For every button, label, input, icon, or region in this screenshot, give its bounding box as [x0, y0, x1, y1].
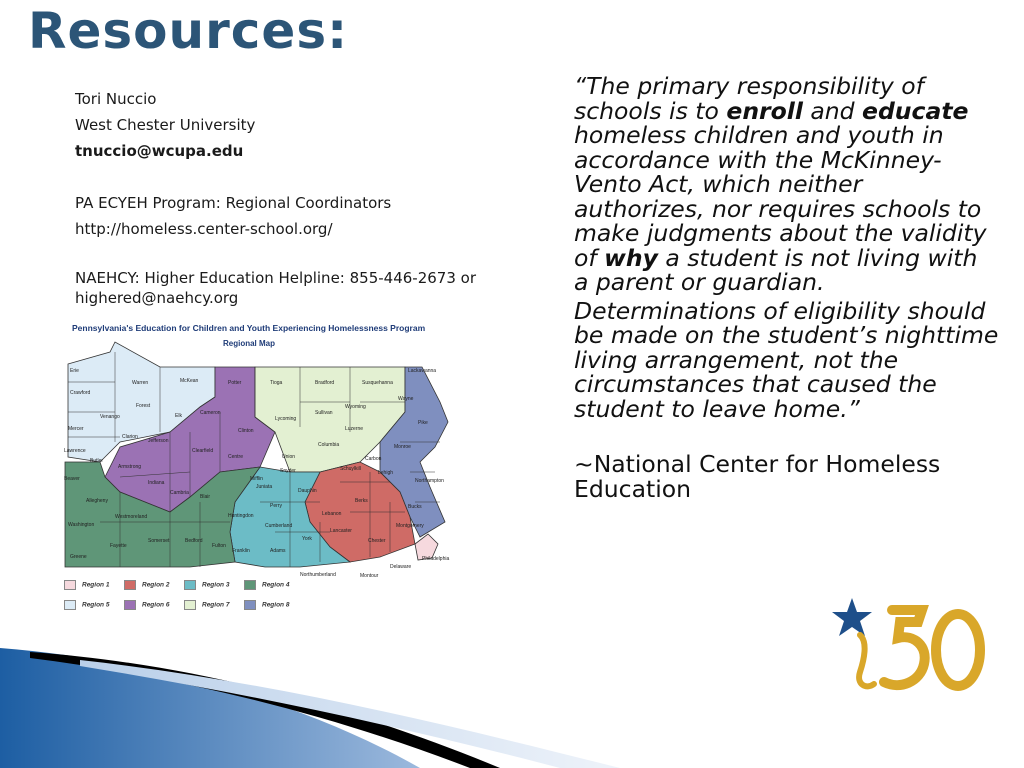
county-label: Schuylkill	[340, 466, 361, 472]
county-label: Fulton	[212, 543, 226, 549]
county-label: Mercer	[68, 426, 84, 432]
county-label: Mifflin	[250, 476, 263, 482]
pennsylvania-regional-map	[60, 322, 460, 622]
county-label: Lebanon	[322, 511, 342, 517]
county-label: Berks	[355, 498, 368, 504]
county-label: Centre	[228, 454, 244, 460]
county-label: Lycoming	[275, 416, 297, 422]
county-label: Luzerne	[345, 426, 364, 432]
contact-email-link[interactable]: tnuccio@wcupa.edu	[75, 142, 244, 160]
county-label: Wyoming	[345, 404, 366, 410]
county-label: Delaware	[390, 564, 412, 570]
county-label: Huntingdon	[228, 513, 254, 519]
decorative-swoosh	[0, 600, 1024, 768]
emphasis-educate: educate	[862, 96, 969, 125]
quote-paragraph-1: “The primary responsibility of schools is to enroll and educate homeless children and youth in accordance with the McKinney-Vento Act, which neither authorizes, nor requires schools to make judgments about the validity of why a student is not living with a parent or guardian.	[574, 72, 987, 296]
contact-name: Tori Nuccio	[75, 90, 157, 108]
county-label: Potter	[228, 380, 242, 386]
county-label: Perry	[270, 503, 282, 509]
county-label: Clinton	[238, 428, 254, 434]
contact-info	[75, 86, 545, 308]
legend-item: Region 8	[244, 600, 289, 610]
legend-item: Region 4	[244, 580, 289, 590]
county-label: Wayne	[398, 396, 414, 402]
legend-item: Region 3	[184, 580, 229, 590]
county-label: Clarion	[122, 434, 138, 440]
legend-swatch	[124, 580, 136, 590]
program-name: PA ECYEH Program: Regional Coordinators	[75, 194, 392, 212]
county-label: Lawrence	[64, 448, 86, 454]
quote-paragraph-2: Determinations of eligibility should be made on the student’s nighttime living arrangement, not the circumstances that caused the student to leave home.”	[574, 296, 999, 423]
county-label: Montour	[360, 573, 379, 579]
county-label: Westmoreland	[115, 514, 148, 520]
county-label: Washington	[68, 522, 95, 528]
emphasis-why: why	[604, 243, 658, 272]
county-label: Fayette	[110, 543, 127, 549]
county-label: Dauphin	[298, 488, 317, 494]
county-label: Jefferson	[148, 438, 169, 444]
county-label: Tioga	[270, 380, 283, 386]
legend-item: Region 1	[64, 580, 109, 590]
county-label: Adams	[270, 548, 286, 554]
county-label: Monroe	[394, 444, 411, 450]
county-label: Susquehanna	[362, 380, 393, 386]
county-label: Lehigh	[378, 470, 394, 476]
county-label: Carbon	[365, 456, 382, 462]
county-label: Bradford	[315, 380, 335, 386]
county-label: Columbia	[318, 442, 340, 448]
legend-swatch	[184, 580, 196, 590]
legend-swatch	[244, 580, 256, 590]
county-label: Blair	[200, 494, 211, 500]
county-label: Bedford	[185, 538, 203, 544]
county-label: Erie	[70, 368, 79, 374]
county-label: Northumberland	[300, 572, 336, 578]
county-label: Franklin	[232, 548, 250, 554]
county-label: Clearfield	[192, 448, 214, 454]
county-label: Crawford	[70, 390, 91, 396]
county-label: Pike	[418, 420, 428, 426]
county-label: Lancaster	[330, 528, 352, 534]
county-label: Venango	[100, 414, 120, 420]
contact-university: West Chester University	[75, 116, 256, 134]
legend-item: Region 2	[124, 580, 169, 590]
legend-item: Region 5	[64, 600, 109, 610]
county-label: Cumberland	[265, 523, 293, 529]
county-label: McKean	[180, 378, 199, 384]
county-label: Snyder	[280, 468, 296, 474]
county-label: Cameron	[200, 410, 221, 416]
county-label: Armstrong	[118, 464, 142, 470]
county-label: Forest	[136, 403, 151, 409]
slide-title: Resources:	[28, 2, 349, 60]
county-label: Juniata	[256, 484, 273, 490]
county-label: Union	[282, 454, 296, 460]
helpline-text: NAEHCY: Higher Education Helpline: 855-446-2673 or highered@naehcy.org	[75, 269, 476, 307]
county-label: Cambria	[170, 490, 189, 496]
county-label: Allegheny	[86, 498, 108, 504]
county-label: Elk	[175, 413, 182, 419]
map-subtitle: Regional Map	[223, 339, 276, 348]
county-label: Sullivan	[315, 410, 333, 416]
legend-item: Region 7	[184, 600, 229, 610]
county-label: Indiana	[148, 480, 165, 486]
legend-swatch	[64, 580, 76, 590]
county-label: York	[302, 536, 312, 542]
county-label: Lackawanna	[408, 368, 437, 374]
emphasis-enroll: enroll	[726, 96, 803, 125]
county-label: Montgomery	[396, 523, 424, 529]
county-label: Warren	[132, 380, 149, 386]
legend-item: Region 6	[124, 600, 169, 610]
quote-attribution: ~National Center for Homeless Education	[574, 450, 941, 503]
county-label: Bucks	[408, 504, 422, 510]
map-title: Pennsylvania's Education for Children and Youth Experiencing Homelessness Program	[72, 323, 426, 333]
quote-block	[574, 74, 999, 425]
county-label: Greene	[70, 554, 87, 560]
county-label: Northampton	[415, 478, 444, 484]
county-label: Chester	[368, 538, 386, 544]
county-label: Beaver	[64, 476, 80, 482]
county-label: Somerset	[148, 538, 170, 544]
county-label: Butler	[90, 458, 104, 464]
program-url-link[interactable]: http://homeless.center-school.org/	[75, 220, 333, 238]
county-label: Philadelphia	[422, 556, 450, 562]
